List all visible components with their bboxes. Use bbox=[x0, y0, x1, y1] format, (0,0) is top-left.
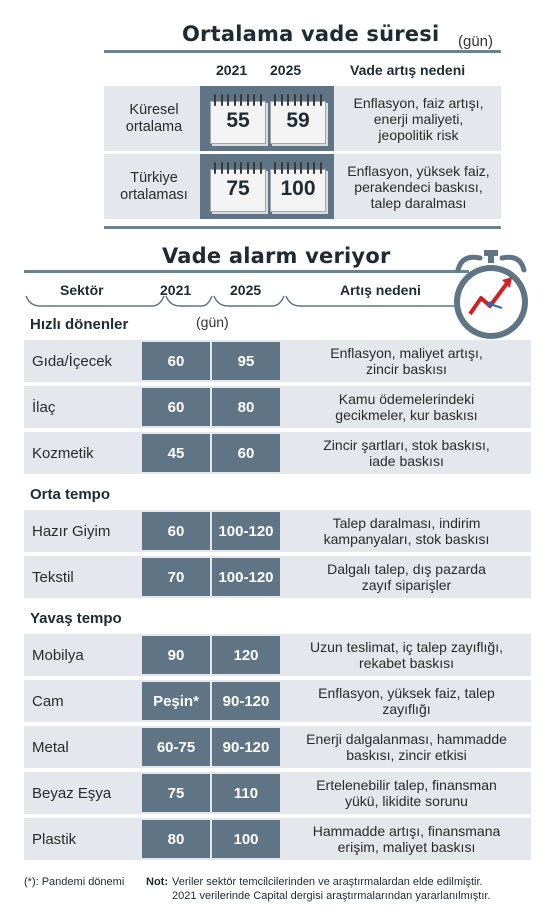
value-2025: 120 bbox=[212, 636, 280, 674]
reason-line: Ertelenebilir talep, finansman bbox=[316, 777, 497, 793]
value-2021: 55 bbox=[226, 109, 250, 132]
calendar-strip bbox=[200, 86, 334, 151]
bottom-unit: (gün) bbox=[196, 314, 229, 330]
table-row bbox=[24, 556, 531, 598]
top-title-rule bbox=[104, 50, 501, 53]
top-unit: (gün) bbox=[458, 33, 494, 50]
section-medium: Orta tempo bbox=[30, 486, 111, 503]
value-2021: 80 bbox=[142, 820, 210, 858]
reason-line: baskısı, zincir etkisi bbox=[346, 747, 467, 763]
reason-line: Hammadde artışı, finansmana bbox=[312, 823, 501, 839]
reason-line: Talep daralması, indirim bbox=[332, 515, 481, 531]
note-line-2: 2021 verilerinde Capital dergisi araştırmalarından yararlanılmıştır. bbox=[172, 890, 491, 902]
reason bbox=[282, 340, 531, 382]
value-2021: 75 bbox=[226, 177, 250, 200]
reason-line: Enflasyon, faiz artışı, bbox=[353, 94, 484, 111]
calendar-icon bbox=[270, 92, 326, 144]
col-2021: 2021 bbox=[160, 282, 192, 298]
value-2021: 75 bbox=[142, 774, 210, 812]
label-line: Türkiye bbox=[130, 169, 178, 186]
top-col-2021: 2021 bbox=[216, 62, 248, 78]
value-2025: 90-120 bbox=[212, 682, 280, 720]
sector-name: İlaç bbox=[32, 398, 56, 416]
reason-line: iade baskısı bbox=[369, 453, 444, 469]
reason-line: kampanyaları, stok baskısı bbox=[323, 531, 490, 547]
reason bbox=[282, 634, 531, 676]
reason-line: zincir baskısı bbox=[366, 361, 447, 377]
reason-line: Uzun teslimat, iç talep zayıflığı, bbox=[310, 639, 503, 655]
value-2025: 90-120 bbox=[212, 728, 280, 766]
value-2025: 100-120 bbox=[212, 558, 280, 596]
row-label bbox=[104, 154, 204, 219]
reason-line: gecikmeler, kur baskısı bbox=[335, 407, 478, 423]
reason bbox=[282, 432, 531, 474]
alarm-clock-icon bbox=[450, 248, 532, 344]
value-2025: 60 bbox=[212, 434, 280, 472]
reason-line: Enflasyon, yüksek faiz, bbox=[347, 162, 490, 179]
sector-name: Beyaz Eşya bbox=[32, 784, 112, 802]
reason bbox=[282, 556, 531, 598]
note-label: Not: bbox=[146, 876, 168, 888]
table-row bbox=[24, 510, 531, 552]
label-line: Küresel bbox=[129, 101, 179, 118]
value-2021: 60 bbox=[142, 342, 210, 380]
reason-line: rekabet baskısı bbox=[359, 655, 454, 671]
calendar-icon bbox=[210, 160, 266, 212]
value-2025: 100-120 bbox=[212, 512, 280, 550]
bottom-title: Vade alarm veriyor bbox=[162, 244, 391, 268]
row-label bbox=[104, 86, 204, 151]
label-line: ortalama bbox=[125, 118, 183, 135]
top-col-2025: 2025 bbox=[270, 62, 302, 78]
reason-line: Zincir şartları, stok baskısı, bbox=[323, 437, 490, 453]
row-reason bbox=[336, 154, 501, 219]
sector-name: Plastik bbox=[32, 830, 77, 848]
value-2021: 60 bbox=[142, 388, 210, 426]
reason-line: enerji maliyeti, bbox=[373, 110, 464, 127]
reason bbox=[282, 772, 531, 814]
reason-line: perakendeci baskısı, bbox=[354, 178, 483, 195]
reason bbox=[282, 386, 531, 428]
reason-line: jeopolitik risk bbox=[378, 126, 459, 143]
table-row bbox=[24, 772, 531, 814]
reason-line: zayıflığı bbox=[382, 701, 431, 717]
row-reason bbox=[336, 86, 501, 151]
reason-line: erişim, maliyet baskısı bbox=[337, 839, 476, 855]
value-2025: 110 bbox=[212, 774, 280, 812]
reason bbox=[282, 818, 531, 860]
sector-name: Gıda/İçecek bbox=[32, 352, 113, 370]
reason-line: Enflasyon, yüksek faiz, talep bbox=[318, 685, 495, 701]
value-2021: 60 bbox=[142, 512, 210, 550]
calendar-rings bbox=[274, 162, 322, 174]
reason-line: Enflasyon, maliyet artışı, bbox=[330, 345, 483, 361]
reason-line: Enerji dalgalanması, hammadde bbox=[306, 731, 507, 747]
calendar-rings bbox=[214, 94, 262, 106]
calendar-icon bbox=[270, 160, 326, 212]
header-bracket-lines bbox=[24, 294, 469, 310]
reason-line: zayıf siparişler bbox=[361, 577, 452, 593]
sector-name: Tekstil bbox=[32, 568, 74, 586]
reason bbox=[282, 726, 531, 768]
reason bbox=[282, 510, 531, 552]
top-title: Ortalama vade süresi bbox=[182, 22, 440, 46]
calendar-rings bbox=[214, 162, 262, 174]
top-bottom-rule bbox=[104, 226, 501, 229]
value-2021: 45 bbox=[142, 434, 210, 472]
reason-line: Dalgalı talep, dış pazarda bbox=[327, 561, 486, 577]
label-line: ortalaması bbox=[120, 186, 188, 203]
top-row-turkey bbox=[104, 154, 501, 219]
value-2021: Peşin* bbox=[142, 682, 210, 720]
top-row-global bbox=[104, 86, 501, 151]
section-fast: Hızlı dönenler bbox=[30, 316, 129, 333]
sector-name: Hazır Giyim bbox=[32, 522, 111, 540]
top-col-reason: Vade artış nedeni bbox=[350, 62, 466, 78]
value-2021: 90 bbox=[142, 636, 210, 674]
reason-line: Kamu ödemelerindeki bbox=[338, 391, 475, 407]
calendar-rings bbox=[274, 94, 322, 106]
reason bbox=[282, 680, 531, 722]
value-2025: 100 bbox=[212, 820, 280, 858]
sector-name: Metal bbox=[32, 738, 69, 756]
sector-name: Kozmetik bbox=[32, 444, 94, 462]
section-slow: Yavaş tempo bbox=[30, 610, 122, 627]
col-reason: Artış nedeni bbox=[340, 282, 421, 298]
table-row bbox=[24, 634, 531, 676]
table-row bbox=[24, 680, 531, 722]
table-row bbox=[24, 726, 531, 768]
value-2025: 80 bbox=[212, 388, 280, 426]
footnote: (*): Pandemi dönemi bbox=[24, 876, 125, 888]
value-2021: 70 bbox=[142, 558, 210, 596]
bottom-title-rule bbox=[24, 270, 469, 273]
note-line-1: Veriler sektör temcilcilerinden ve araştırmalardan elde edilmiştir. bbox=[172, 876, 483, 888]
calendar-icon bbox=[210, 92, 266, 144]
reason-line: talep daralması bbox=[370, 194, 467, 211]
value-2025: 59 bbox=[286, 109, 310, 132]
sector-name: Mobilya bbox=[32, 646, 84, 664]
value-2021: 60-75 bbox=[142, 728, 210, 766]
col-sector: Sektör bbox=[60, 282, 104, 298]
value-2025: 100 bbox=[280, 177, 316, 200]
value-2025: 95 bbox=[212, 342, 280, 380]
col-2025: 2025 bbox=[230, 282, 262, 298]
table-row bbox=[24, 386, 531, 428]
table-row bbox=[24, 432, 531, 474]
sector-name: Cam bbox=[32, 692, 64, 710]
calendar-strip bbox=[200, 154, 334, 219]
reason-line: yükü, likidite sorunu bbox=[345, 793, 468, 809]
table-row bbox=[24, 340, 531, 382]
table-row bbox=[24, 818, 531, 860]
